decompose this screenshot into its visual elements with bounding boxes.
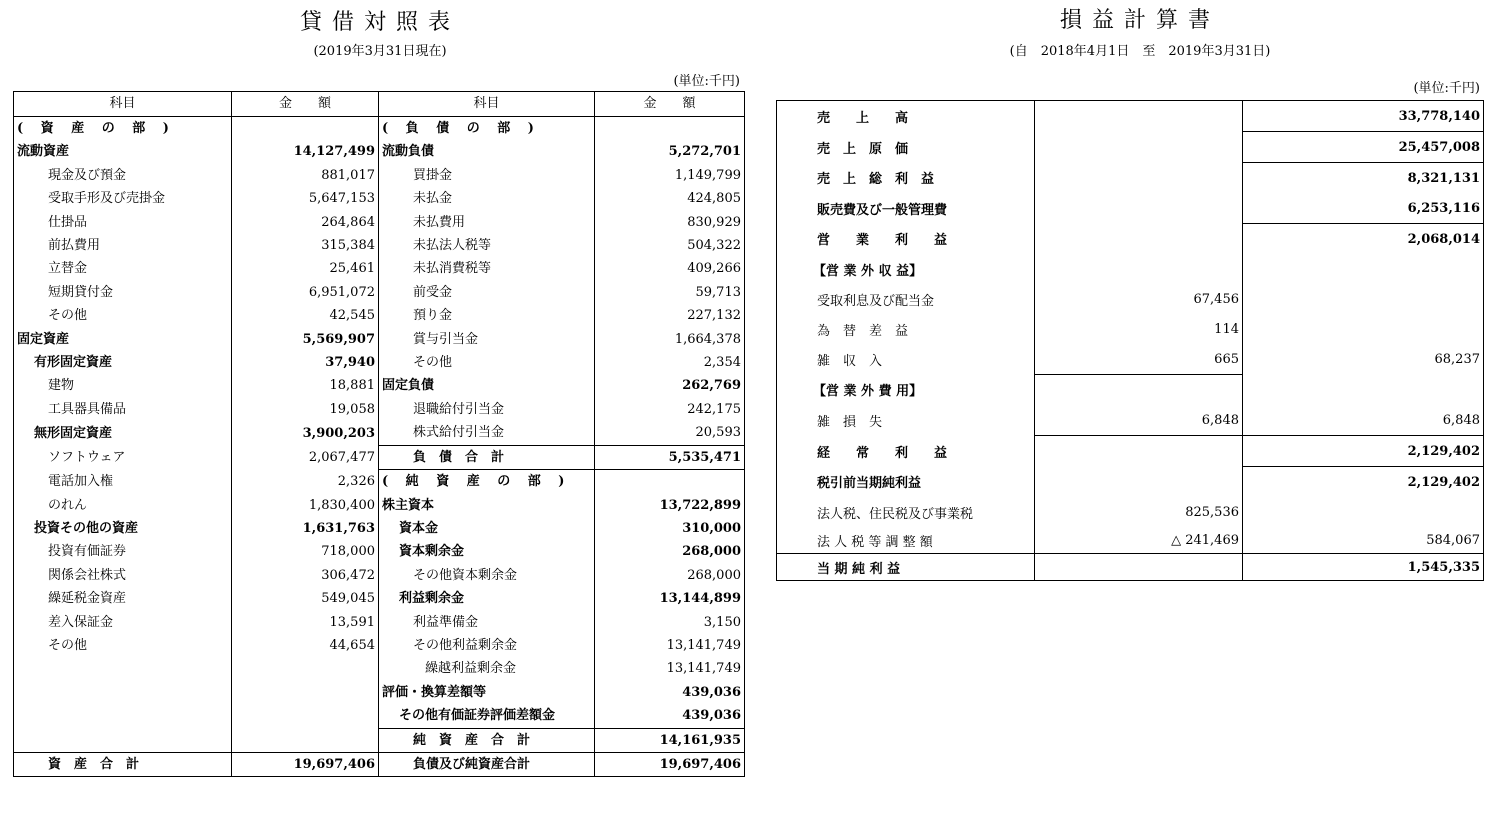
pl-item-mid: 114 [1035,314,1243,344]
pl-item-mid [1035,193,1243,224]
asset-value: 42,545 [232,304,379,327]
header-amount-liabilities: 金 額 [595,92,745,117]
pl-item-value: 6,848 [1243,405,1484,436]
liability-name: 固定負債 [379,374,595,397]
liability-name: 繰越利益剰余金 [379,657,595,680]
asset-name: 差入保証金 [14,611,232,634]
liability-value: 5,272,701 [668,144,741,160]
table-row [777,375,1484,406]
table-row [777,467,1484,498]
liability-value: 13,722,899 [659,497,741,513]
liability-name: その他利益剰余金 [379,634,595,657]
pl-item-name: 営 業 利 益 [777,224,1035,255]
asset-value: 14,127,499 [232,140,379,163]
asset-value: 306,472 [232,564,379,587]
net-income-value: 1,545,335 [1243,554,1484,581]
asset-value: 2,067,477 [232,445,379,469]
asset-value: 19,058 [232,398,379,421]
liability-name: 賞与引当金 [379,328,595,351]
asset-value: 5,647,153 [232,187,379,210]
asset-name: 投資有価証券 [14,540,232,563]
pl-item-value: 2,129,402 [1243,436,1484,467]
pl-item-value: 584,067 [1426,532,1480,548]
table-row [14,257,745,280]
liabilities-total-value: 5,535,471 [595,445,745,469]
asset-name: のれん [14,494,232,517]
pl-item-name: 雑 損 失 [777,405,1035,436]
pl-item-mid [1035,375,1243,406]
asset-value: 37,940 [232,351,379,374]
table-row [14,351,745,374]
pl-item-mid: 6,848 [1035,405,1243,436]
net-assets-section-header: ( 純 資 産 の 部 ) [379,470,595,494]
pl-item-name: 雑 収 入 [777,344,1035,375]
liability-value: 59,713 [695,284,741,300]
pl-item-mid [1035,467,1243,498]
asset-value: 264,864 [232,211,379,234]
asset-value: 549,045 [232,587,379,610]
liability-value: 13,141,749 [666,637,741,653]
pl-item-value [1243,284,1484,314]
assets-section-header: ( 資 産 の 部 ) [14,117,232,141]
pl-item-mid [1035,436,1243,467]
header-item-assets: 科目 [14,92,232,117]
table-row [14,140,745,163]
net-assets-total-label: 純 資 産 合 計 [379,728,595,752]
liability-value: 227,132 [687,308,741,324]
asset-value: 881,017 [232,164,379,187]
liability-name: 未払費用 [379,211,595,234]
pl-item-name: 為 替 差 益 [777,314,1035,344]
table-row [14,398,745,421]
asset-name: 投資その他の資産 [14,517,232,540]
table-row [777,344,1484,375]
income-statement-unit: (単位:千円) [1413,81,1480,96]
liability-name: 前受金 [379,281,595,304]
table-row [777,554,1484,581]
pl-item-name: 税引前当期純利益 [777,467,1035,498]
liability-value: 13,141,749 [666,661,741,677]
asset-value [232,681,379,704]
liability-value: 20,593 [695,425,741,441]
table-row [14,611,745,634]
table-row [14,234,745,257]
pl-item-name: 売 上 総 利 益 [777,163,1035,194]
balance-sheet-header-row [14,92,745,117]
pl-item-value [1243,375,1484,406]
liability-value: 262,769 [682,378,741,394]
asset-name: 無形固定資産 [14,421,232,445]
asset-name [14,681,232,704]
table-row [14,445,745,469]
pl-item-name: 売 上 高 [777,101,1035,132]
table-row [777,314,1484,344]
asset-name [14,657,232,680]
table-row [14,211,745,234]
table-row [14,421,745,445]
header-item-liabilities: 科目 [379,92,595,117]
table-row [777,436,1484,467]
pl-item-name: 販売費及び一般管理費 [777,193,1035,224]
asset-name: 現金及び預金 [14,164,232,187]
liabilities-total-label: 負 債 合 計 [379,445,595,469]
asset-value: 25,461 [232,257,379,280]
table-row [14,494,745,517]
pl-item-name: 売 上 原 価 [777,132,1035,163]
pl-item-mid [1035,163,1243,194]
pl-item-name: 法人税、住民税及び事業税 [777,497,1035,527]
asset-name: 流動資産 [14,140,232,163]
income-statement-period: (自 2018年4月1日 至 2019年3月31日) [1009,44,1271,59]
liability-name: 退職給付引当金 [379,398,595,421]
liability-value: 504,322 [687,238,741,254]
liabilities-section-header: ( 負 債 の 部 ) [379,117,595,141]
table-row [777,284,1484,314]
liability-value: 268,000 [687,567,741,583]
liability-name: 利益剰余金 [379,587,595,610]
asset-value: 1,631,763 [232,517,379,540]
asset-value: 718,000 [232,540,379,563]
income-statement-table [776,100,1484,581]
liability-name: 未払消費税等 [379,257,595,280]
asset-value [232,704,379,728]
pl-item-value: 8,321,131 [1407,170,1480,186]
liability-value: 1,664,378 [674,331,741,347]
pl-item-mid: 825,536 [1035,497,1243,527]
table-row [14,728,745,752]
table-row [14,517,745,540]
liability-value: 310,000 [682,520,741,536]
asset-value: 1,830,400 [232,494,379,517]
pl-item-name: 【営 業 外 収 益】 [777,254,1035,284]
table-row [777,193,1484,224]
liability-value [595,470,745,494]
asset-name [14,704,232,728]
header-amount-assets: 金 額 [232,92,379,117]
table-row [777,224,1484,255]
table-row [14,681,745,704]
table-row [14,587,745,610]
asset-value: 2,326 [232,470,379,494]
asset-name: 関係会社株式 [14,564,232,587]
pl-item-value: 33,778,140 [1243,101,1484,132]
asset-value: 315,384 [232,234,379,257]
pl-item-value: 68,237 [1434,351,1480,367]
asset-value: 6,951,072 [232,281,379,304]
pl-item-mid: 67,456 [1035,284,1243,314]
asset-value [232,728,379,752]
pl-item-mid [1035,224,1243,255]
asset-name: ソフトウェア [14,445,232,469]
table-row [777,254,1484,284]
liability-value: 830,929 [687,214,741,230]
table-row [14,657,745,680]
pl-item-value: 2,129,402 [1407,474,1480,490]
liability-value: 242,175 [687,401,741,417]
balance-sheet-unit: (単位:千円) [673,74,740,89]
pl-item-name: 経 常 利 益 [777,436,1035,467]
liability-name: その他資本剰余金 [379,564,595,587]
asset-name [14,728,232,752]
asset-value: 3,900,203 [232,421,379,445]
liability-name: 株主資本 [379,494,595,517]
liability-name: 未払金 [379,187,595,210]
table-row [14,281,745,304]
asset-name: 工具器具備品 [14,398,232,421]
liability-value: 409,266 [687,261,741,277]
pl-item-value [1243,314,1484,344]
liability-name: 流動負債 [379,140,595,163]
table-row [14,634,745,657]
table-row [14,540,745,563]
table-row [14,164,745,187]
assets-total-value: 19,697,406 [232,752,379,776]
liability-value: 3,150 [703,614,741,630]
liability-value: 268,000 [682,544,741,560]
liability-value: 424,805 [687,191,741,207]
asset-name: 立替金 [14,257,232,280]
asset-name: その他 [14,304,232,327]
assets-total-label: 資 産 合 計 [14,752,232,776]
table-row [777,527,1484,554]
net-assets-total-value: 14,161,935 [595,728,745,752]
liability-name: 評価・換算差額等 [379,681,595,704]
asset-name: その他 [14,634,232,657]
liability-value: 1,149,799 [674,167,741,183]
asset-value: 13,591 [232,611,379,634]
pl-item-mid: △ 241,469 [1035,527,1243,554]
pl-item-mid [1035,554,1243,581]
asset-name: 電話加入権 [14,470,232,494]
liability-name: 未払法人税等 [379,234,595,257]
pl-item-mid [1035,132,1243,163]
income-statement-title: 損益計算書 [1059,8,1220,33]
liability-name: 買掛金 [379,164,595,187]
pl-item-mid [1035,101,1243,132]
asset-name: 受取手形及び売掛金 [14,187,232,210]
asset-value: 5,569,907 [232,328,379,351]
pl-item-name: 【営 業 外 費 用】 [777,375,1035,406]
asset-name: 固定資産 [14,328,232,351]
table-row [14,470,745,494]
liability-name: 株式給付引当金 [379,421,595,445]
table-row [777,405,1484,436]
table-row [14,328,745,351]
table-row [14,704,745,728]
pl-item-mid [1035,254,1243,284]
table-row [14,564,745,587]
pl-item-name: 受取利息及び配当金 [777,284,1035,314]
table-row [14,187,745,210]
section-header-row [14,117,745,141]
liability-name: 利益準備金 [379,611,595,634]
liability-name: その他有価証券評価差額金 [379,704,595,728]
liability-name: 預り金 [379,304,595,327]
pl-item-value: 6,253,116 [1243,193,1484,224]
asset-value [232,657,379,680]
balance-sheet-title: 貸借対照表 [299,10,460,35]
table-row [14,304,745,327]
pl-item-value: 25,457,008 [1243,132,1484,163]
asset-name: 有形固定資産 [14,351,232,374]
table-row [777,132,1484,163]
liability-name: その他 [379,351,595,374]
pl-item-mid: 665 [1035,344,1243,375]
pl-item-value: 2,068,014 [1407,231,1480,247]
table-row [14,374,745,397]
asset-value: 44,654 [232,634,379,657]
liability-value: 439,036 [682,684,741,700]
balance-sheet-date: (2019年3月31日現在) [313,44,447,59]
liability-value: 439,036 [682,708,741,724]
net-income-label: 当 期 純 利 益 [777,554,1035,581]
table-row [777,163,1484,194]
table-row [777,497,1484,527]
asset-name: 短期貸付金 [14,281,232,304]
liability-value: 13,144,899 [659,591,741,607]
asset-name: 建物 [14,374,232,397]
asset-value: 18,881 [232,374,379,397]
pl-item-name: 法 人 税 等 調 整 額 [777,527,1035,554]
pl-item-value [1243,254,1484,284]
liability-name: 資本金 [379,517,595,540]
asset-name: 繰延税金資産 [14,587,232,610]
pl-item-value [1243,497,1484,527]
liability-value: 2,354 [703,355,741,371]
balance-sheet-table [13,91,745,777]
liabilities-net-assets-total-value: 19,697,406 [595,752,745,776]
liabilities-net-assets-total-label: 負債及び純資産合計 [379,752,595,776]
grand-total-row [14,752,745,776]
table-row [777,101,1484,132]
asset-name: 前払費用 [14,234,232,257]
liability-name: 資本剰余金 [379,540,595,563]
asset-name: 仕掛品 [14,211,232,234]
